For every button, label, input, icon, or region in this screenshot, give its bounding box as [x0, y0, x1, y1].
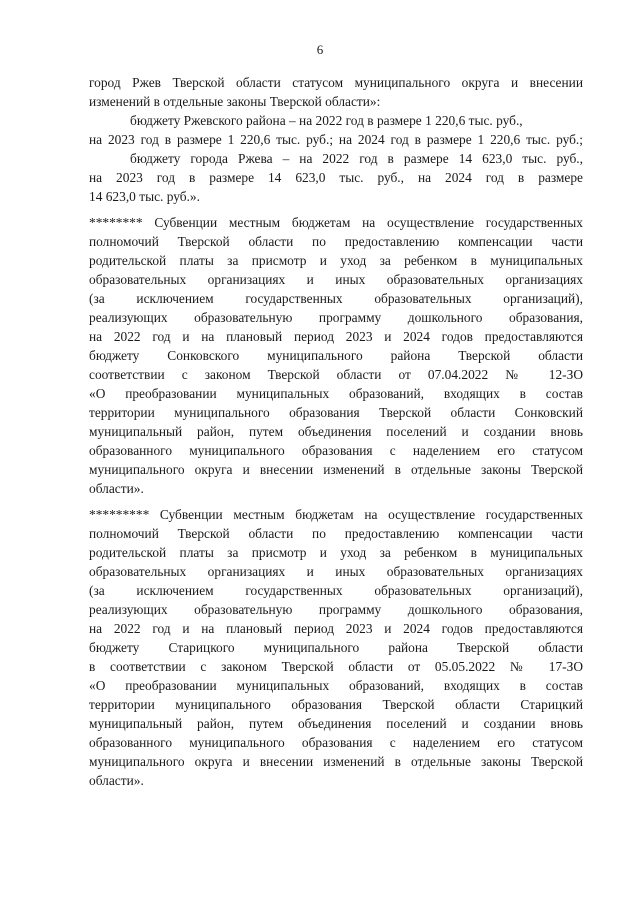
text-line: образовательных организациях и иных образовательных организациях: [89, 564, 583, 579]
text-line: город Ржев Тверской области статусом муниципального округа и внесении: [89, 75, 583, 90]
text-line: области».: [89, 481, 144, 496]
text-line: муниципального округа и внесении изменений в отдельные законы Тверской: [89, 462, 583, 477]
text-line: области».: [89, 773, 144, 788]
text-line: «О преобразовании муниципальных образований, входящих в состав: [89, 678, 583, 693]
text-line: ********* Субвенции местным бюджетам на осуществление государственных: [89, 507, 583, 522]
text-line: бюджету Старицкого муниципального района Тверской области: [89, 640, 583, 655]
text-line: муниципальный район, путем объединения поселений и создании вновь: [89, 424, 583, 439]
text-line: на 2023 год в размере 14 623,0 тыс. руб., на 2024 год в размере: [89, 170, 583, 185]
text-line: изменений в отдельные законы Тверской области»:: [89, 94, 381, 109]
page-number: 6: [316, 42, 324, 57]
text-line: бюджету города Ржева – на 2022 год в размере 14 623,0 тыс. руб.,: [130, 151, 583, 166]
text-line: родительской платы за присмотр и уход за ребенком в муниципальных: [89, 253, 583, 268]
text-line: родительской платы за присмотр и уход за ребенком в муниципальных: [89, 545, 583, 560]
text-line: (за исключением государственных образовательных организаций),: [89, 583, 583, 598]
text-line: полномочий Тверской области по предоставлению компенсации части: [89, 526, 583, 541]
text-line: (за исключением государственных образовательных организаций),: [89, 291, 583, 306]
text-line: на 2023 год в размере 1 220,6 тыс. руб.; на 2024 год в размере 1 220,6 тыс. руб.;: [89, 132, 583, 147]
text-line: муниципальный район, путем объединения поселений и создании вновь: [89, 716, 583, 731]
text-line: в соответствии с законом Тверской области от 05.05.2022 № 17-ЗО: [89, 659, 583, 674]
text-line: ******** Субвенции местным бюджетам на осуществление государственных: [89, 215, 583, 230]
text-line: реализующих образовательную программу дошкольного образования,: [89, 310, 583, 325]
text-line: на 2022 год и на плановый период 2023 и 2024 годов предоставляются: [89, 621, 583, 636]
text-line: образовательных организациях и иных образовательных организациях: [89, 272, 583, 287]
text-line: территории муниципального образования Тверской области Сонковский: [89, 405, 583, 420]
text-line: соответствии с законом Тверской области от 07.04.2022 № 12-ЗО: [89, 367, 583, 382]
text-line: образованного муниципального образования с наделением его статусом: [89, 735, 583, 750]
text-line: 14 623,0 тыс. руб.».: [89, 189, 200, 204]
text-line: образованного муниципального образования с наделением его статусом: [89, 443, 583, 458]
text-line: бюджету Ржевского района – на 2022 год в размере 1 220,6 тыс. руб.,: [130, 113, 523, 128]
text-line: территории муниципального образования Тверской области Старицкий: [89, 697, 583, 712]
text-line: реализующих образовательную программу дошкольного образования,: [89, 602, 583, 617]
text-line: полномочий Тверской области по предоставлению компенсации части: [89, 234, 583, 249]
text-line: бюджету Сонковского муниципального района Тверской области: [89, 348, 583, 363]
text-line: на 2022 год и на плановый период 2023 и 2024 годов предоставляются: [89, 329, 583, 344]
text-line: «О преобразовании муниципальных образований, входящих в состав: [89, 386, 583, 401]
text-line: муниципального округа и внесении изменений в отдельные законы Тверской: [89, 754, 583, 769]
